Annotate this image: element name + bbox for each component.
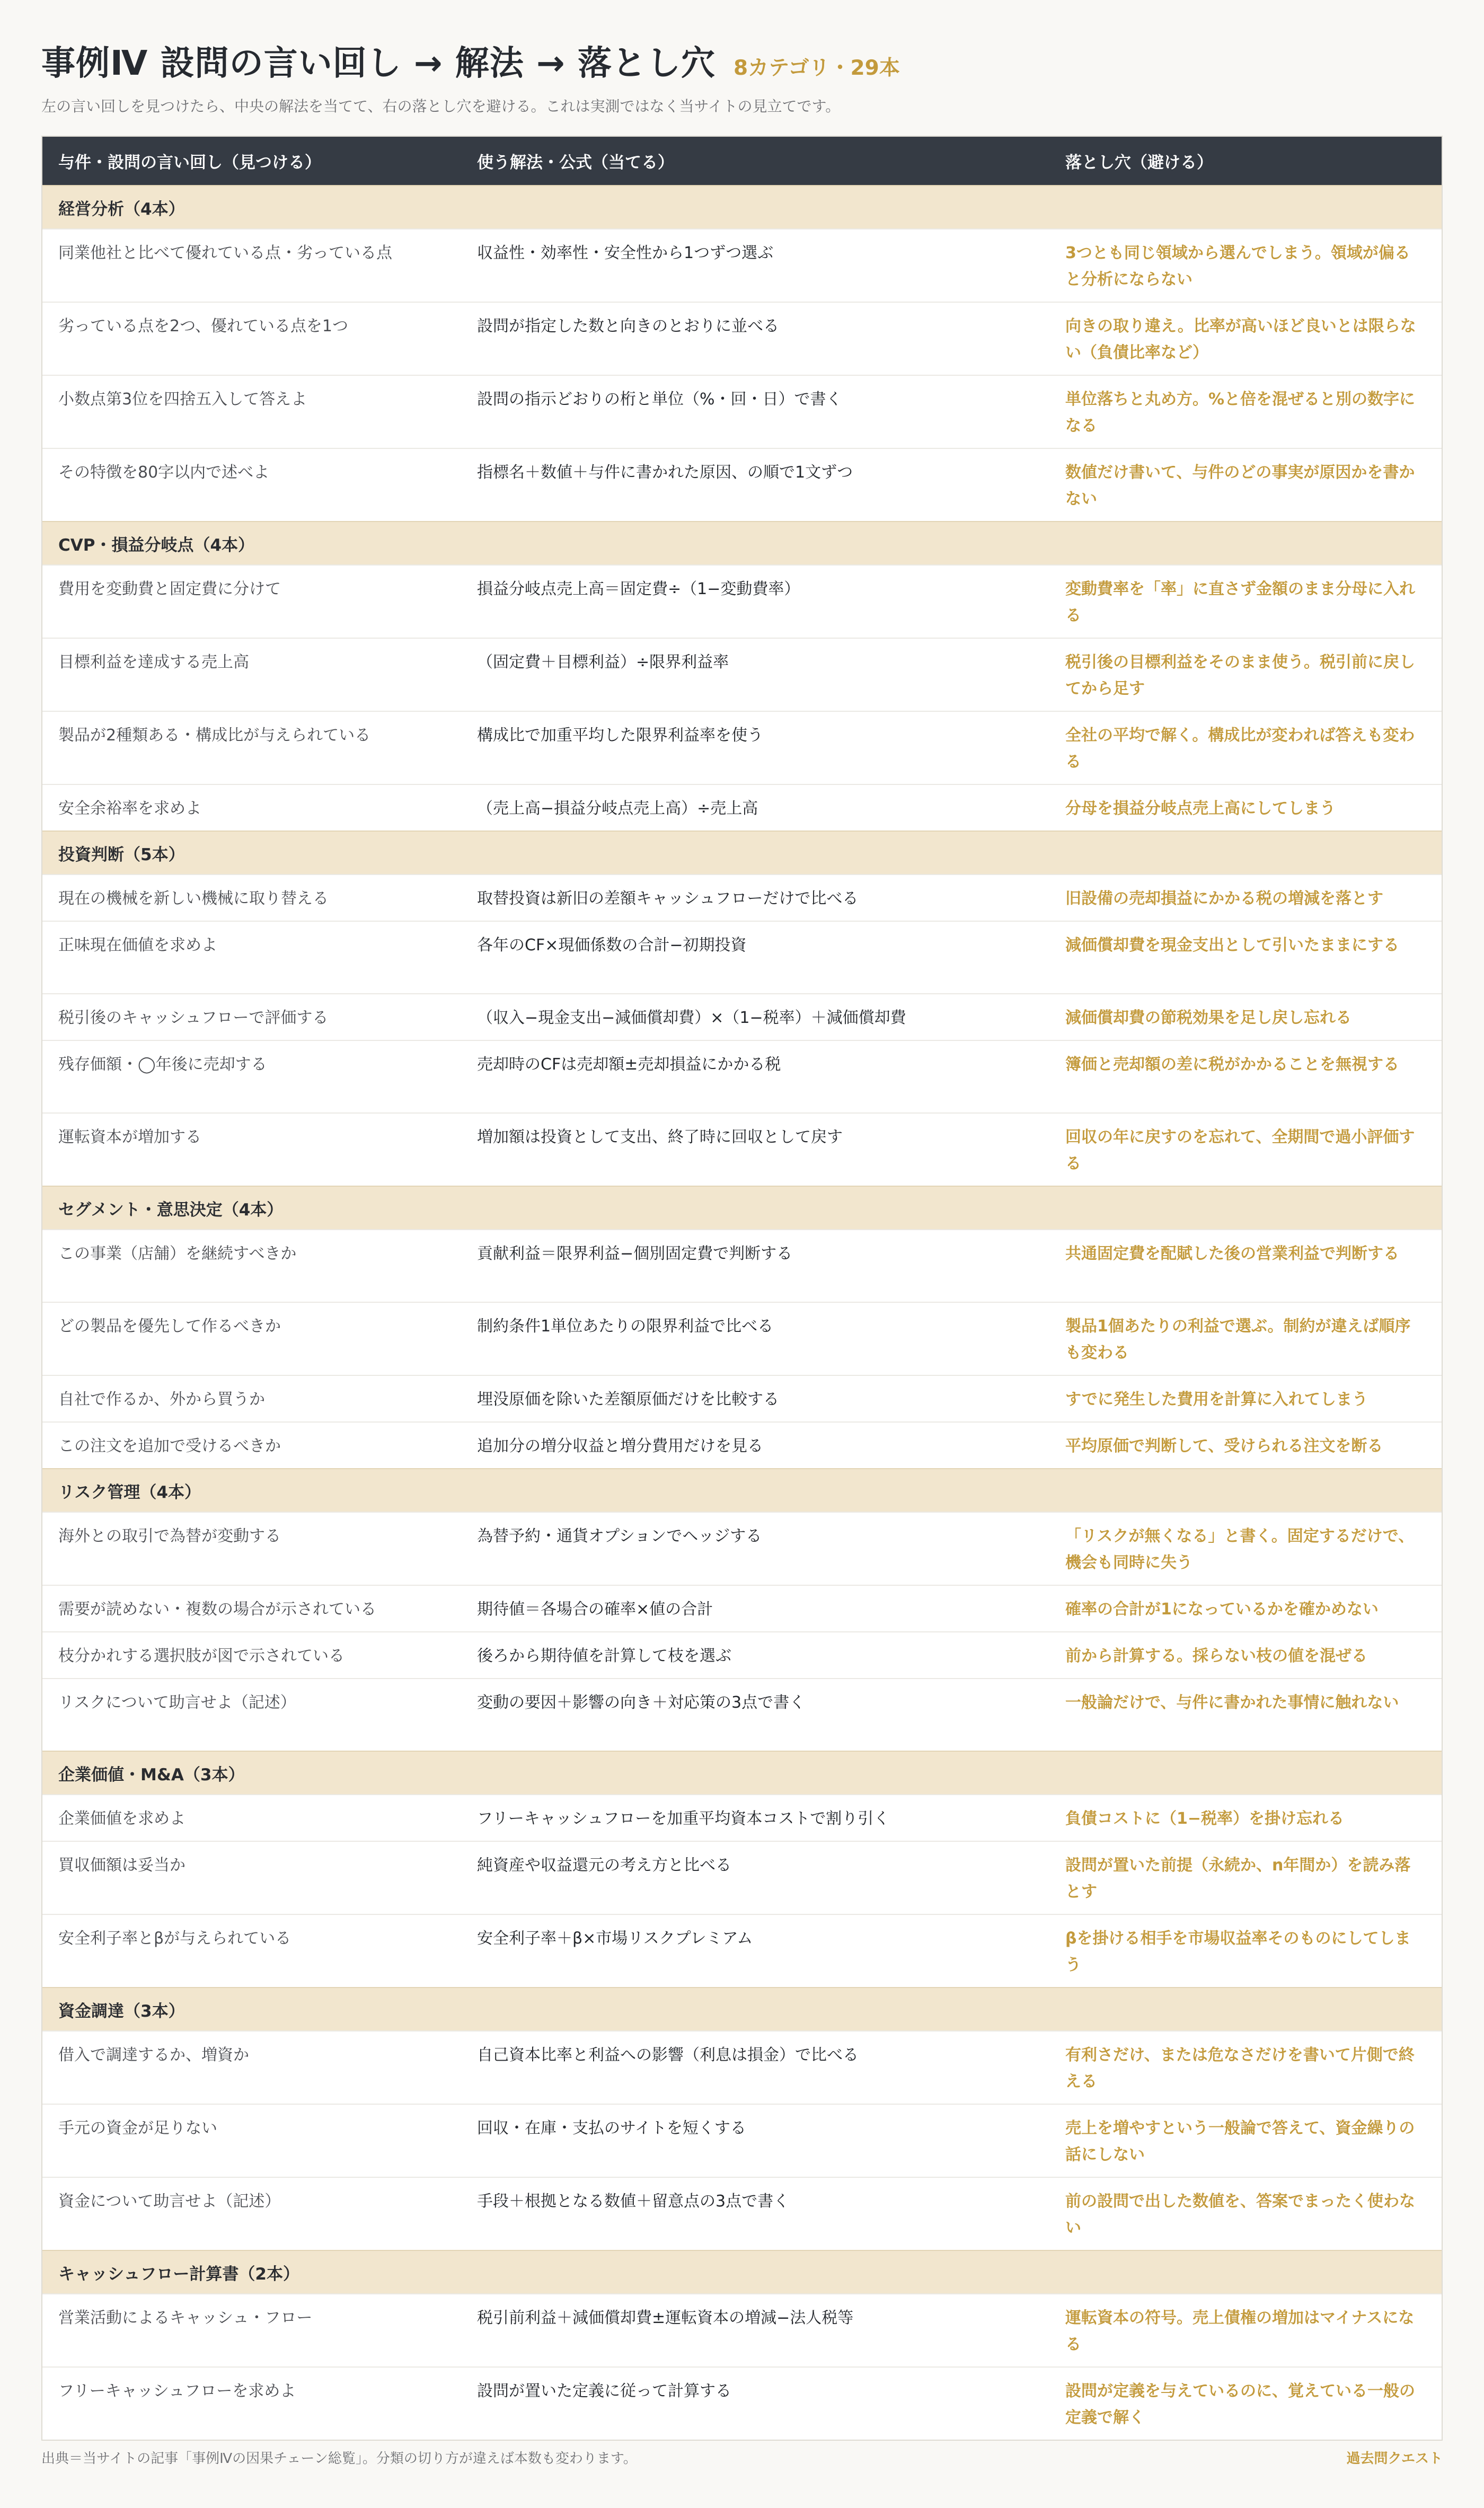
pitfall-cell: 回収の年に戻すのを忘れて、全期間で過小評価する [1049,1113,1442,1186]
table-row [42,875,1442,921]
pitfall-cell: 税引後の目標利益をそのまま使う。税引前に戻してから足す [1049,638,1442,711]
title-line [41,40,1443,87]
table-row [42,711,1442,784]
method-cell: 回収・在庫・支払のサイトを短くする [461,2104,1049,2177]
category-row [42,1751,1442,1795]
pitfall-cell: 製品1個あたりの利益で選ぶ。制約が違えば順序も変わる [1049,1302,1442,1375]
table-row [42,2104,1442,2177]
category-label: 投資判断（5本） [42,831,1442,875]
category-label: 経営分析（4本） [42,186,1442,229]
phrase-cell: 運転資本が増加する [42,1113,461,1186]
method-cell: 制約条件1単位あたりの限界利益で比べる [461,1302,1049,1375]
method-cell: 期待値＝各場合の確率×値の合計 [461,1585,1049,1632]
table-row [42,1841,1442,1914]
table-row [42,1302,1442,1375]
method-cell: （収入−現金支出−減価償却費）×（1−税率）＋減価償却費 [461,994,1049,1040]
method-cell: 手段＋根拠となる数値＋留意点の3点で書く [461,2177,1049,2250]
category-label: セグメント・意思決定（4本） [42,1186,1442,1230]
table-row [42,302,1442,375]
method-cell: 設問が指定した数と向きのとおりに並べる [461,302,1049,375]
pitfall-cell: 旧設備の売却損益にかかる税の増減を落とす [1049,875,1442,921]
phrase-cell: 安全利子率とβが与えられている [42,1914,461,1988]
category-label: キャッシュフロー計算書（2本） [42,2250,1442,2294]
table-row [42,921,1442,994]
phrase-cell: どの製品を優先して作るべきか [42,1302,461,1375]
pitfall-cell: 3つとも同じ領域から選んでしまう。領域が偏ると分析にならない [1049,229,1442,302]
table-row [42,565,1442,638]
table-row [42,1113,1442,1186]
method-cell: 設問の指示どおりの桁と単位（%・回・日）で書く [461,375,1049,448]
method-cell: 設問が置いた定義に従って計算する [461,2367,1049,2440]
pitfall-cell: 売上を増やすという一般論で答えて、資金繰りの話にしない [1049,2104,1442,2177]
method-cell: （売上高−損益分岐点売上高）÷売上高 [461,784,1049,831]
method-cell: 指標名＋数値＋与件に書かれた原因、の順で1文ずつ [461,448,1049,522]
category-row [42,831,1442,875]
pitfall-cell: 全社の平均で解く。構成比が変われば答えも変わる [1049,711,1442,784]
table-row [42,229,1442,302]
pitfall-cell: 運転資本の符号。売上債権の増加はマイナスになる [1049,2294,1442,2367]
phrase-cell: 自社で作るか、外から買うか [42,1375,461,1422]
category-label: CVP・損益分岐点（4本） [42,522,1442,565]
phrase-cell: 劣っている点を2つ、優れている点を1つ [42,302,461,375]
pitfall-cell: 「リスクが無くなる」と書く。固定するだけで、機会も同時に失う [1049,1512,1442,1585]
category-row [42,1186,1442,1230]
pitfall-cell: 前から計算する。採らない枝の値を混ぜる [1049,1632,1442,1679]
phrase-cell: 営業活動によるキャッシュ・フロー [42,2294,461,2367]
pitfall-cell: 平均原価で判断して、受けられる注文を断る [1049,1422,1442,1469]
column-header-pitfall: 落とし穴（避ける） [1049,137,1442,186]
pitfall-cell: 確率の合計が1になっているかを確かめない [1049,1585,1442,1632]
page-subtitle: 左の言い回しを見つけたら、中央の解法を当てて、右の落とし穴を避ける。これは実測ではなく当サイトの見立てです。 [41,98,841,115]
source-note: 出典＝当サイトの記事「事例Ⅳの因果チェーン総覧」。分類の切り方が違えば本数も変わります。 [41,2451,637,2467]
table-header-row [42,137,1442,186]
method-cell: 自己資本比率と利益への影響（利息は損金）で比べる [461,2031,1049,2104]
method-cell: 安全利子率＋β×市場リスクプレミアム [461,1914,1049,1988]
site-brand[interactable]: 過去問クエスト [1346,2451,1443,2467]
phrase-cell: 製品が2種類ある・構成比が与えられている [42,711,461,784]
pitfall-cell: 負債コストに（1−税率）を掛け忘れる [1049,1795,1442,1841]
method-cell: 後ろから期待値を計算して枝を選ぶ [461,1632,1049,1679]
table-row [42,1679,1442,1751]
table-row [42,1040,1442,1113]
method-cell: 売却時のCFは売却額±売却損益にかかる税 [461,1040,1049,1113]
pitfall-cell: 単位落ちと丸め方。%と倍を混ぜると別の数字になる [1049,375,1442,448]
pitfall-cell: 変動費率を「率」に直さず金額のまま分母に入れる [1049,565,1442,638]
table-row [42,2367,1442,2440]
phrase-cell: 借入で調達するか、増資か [42,2031,461,2104]
pitfall-cell: 一般論だけで、与件に書かれた事情に触れない [1049,1679,1442,1751]
method-cell: （固定費＋目標利益）÷限界利益率 [461,638,1049,711]
table-row [42,1422,1442,1469]
method-cell: 純資産や収益還元の考え方と比べる [461,1841,1049,1914]
table-row [42,448,1442,522]
column-header-method: 使う解法・公式（当てる） [461,137,1049,186]
category-label: 企業価値・M&A（3本） [42,1751,1442,1795]
table-body [42,186,1442,2440]
phrase-cell: 費用を変動費と固定費に分けて [42,565,461,638]
page-footer [41,2448,1443,2467]
pitfall-cell: 分母を損益分岐点売上高にしてしまう [1049,784,1442,831]
phrase-cell: 同業他社と比べて優れている点・劣っている点 [42,229,461,302]
pitfall-cell: 前の設問で出した数値を、答案でまったく使わない [1049,2177,1442,2250]
pitfall-cell: βを掛ける相手を市場収益率そのものにしてしまう [1049,1914,1442,1988]
table-row [42,1795,1442,1841]
phrase-cell: 買収価額は妥当か [42,1841,461,1914]
pitfall-cell: 数値だけ書いて、与件のどの事実が原因かを書かない [1049,448,1442,522]
pitfall-cell: 簿価と売却額の差に税がかかることを無視する [1049,1040,1442,1113]
phrase-cell: 安全余裕率を求めよ [42,784,461,831]
method-cell: 追加分の増分収益と増分費用だけを見る [461,1422,1049,1469]
pitfall-cell: 共通固定費を配賦した後の営業利益で判断する [1049,1230,1442,1302]
pitfall-cell: すでに発生した費用を計算に入れてしまう [1049,1375,1442,1422]
category-row [42,1469,1442,1512]
phrase-cell: 残存価額・◯年後に売却する [42,1040,461,1113]
category-row [42,1988,1442,2031]
phrase-cell: 正味現在価値を求めよ [42,921,461,994]
phrase-cell: 枝分かれする選択肢が図で示されている [42,1632,461,1679]
table-row [42,638,1442,711]
table-row [42,375,1442,448]
page-title: 事例Ⅳ 設問の言い回し → 解法 → 落とし穴 [41,44,716,83]
phrase-cell: その特徴を80字以内で述べよ [42,448,461,522]
table-container [41,136,1443,2441]
table-row [42,1914,1442,1988]
table-header [42,137,1442,186]
table-row [42,2031,1442,2104]
phrase-method-pitfall-table [42,137,1442,2440]
pitfall-cell: 設問が置いた前提（永続か、n年間か）を読み落とす [1049,1841,1442,1914]
method-cell: 変動の要因＋影響の向き＋対応策の3点で書く [461,1679,1049,1751]
category-row [42,2250,1442,2294]
pitfall-cell: 設問が定義を与えているのに、覚えている一般の定義で解く [1049,2367,1442,2440]
table-row [42,2294,1442,2367]
table-row [42,1512,1442,1585]
category-label: 資金調達（3本） [42,1988,1442,2031]
method-cell: 収益性・効率性・安全性から1つずつ選ぶ [461,229,1049,302]
method-cell: 損益分岐点売上高＝固定費÷（1−変動費率） [461,565,1049,638]
table-row [42,1585,1442,1632]
phrase-cell: 目標利益を達成する売上高 [42,638,461,711]
pitfall-cell: 減価償却費の節税効果を足し戻し忘れる [1049,994,1442,1040]
method-cell: 埋没原価を除いた差額原価だけを比較する [461,1375,1049,1422]
method-cell: 各年のCF×現価係数の合計−初期投資 [461,921,1049,994]
phrase-cell: 需要が読めない・複数の場合が示されている [42,1585,461,1632]
phrase-cell: 海外との取引で為替が変動する [42,1512,461,1585]
phrase-cell: 企業価値を求めよ [42,1795,461,1841]
count-badge: 8カテゴリ・29本 [733,56,900,80]
method-cell: 為替予約・通貨オプションでヘッジする [461,1512,1049,1585]
phrase-cell: 小数点第3位を四捨五入して答えよ [42,375,461,448]
method-cell: 増加額は投資として支出、終了時に回収として戻す [461,1113,1049,1186]
column-header-phrase: 与件・設問の言い回し（見つける） [42,137,461,186]
table-row [42,1375,1442,1422]
method-cell: 取替投資は新旧の差額キャッシュフローだけで比べる [461,875,1049,921]
phrase-cell: 資金について助言せよ（記述） [42,2177,461,2250]
phrase-cell: フリーキャッシュフローを求めよ [42,2367,461,2440]
table-row [42,784,1442,831]
page-header [41,0,1443,120]
category-row [42,186,1442,229]
pitfall-cell: 減価償却費を現金支出として引いたままにする [1049,921,1442,994]
phrase-cell: この事業（店舗）を継続すべきか [42,1230,461,1302]
method-cell: 構成比で加重平均した限界利益率を使う [461,711,1049,784]
phrase-cell: 手元の資金が足りない [42,2104,461,2177]
phrase-cell: リスクについて助言せよ（記述） [42,1679,461,1751]
method-cell: 貢献利益＝限界利益−個別固定費で判断する [461,1230,1049,1302]
table-row [42,994,1442,1040]
phrase-cell: この注文を追加で受けるべきか [42,1422,461,1469]
pitfall-cell: 向きの取り違え。比率が高いほど良いとは限らない（負債比率など） [1049,302,1442,375]
phrase-cell: 税引後のキャッシュフローで評価する [42,994,461,1040]
table-row [42,1632,1442,1679]
table-row [42,1230,1442,1302]
pitfall-cell: 有利さだけ、または危なさだけを書いて片側で終える [1049,2031,1442,2104]
phrase-cell: 現在の機械を新しい機械に取り替える [42,875,461,921]
method-cell: 税引前利益＋減価償却費±運転資本の増減−法人税等 [461,2294,1049,2367]
method-cell: フリーキャッシュフローを加重平均資本コストで割り引く [461,1795,1049,1841]
category-row [42,522,1442,565]
table-row [42,2177,1442,2250]
category-label: リスク管理（4本） [42,1469,1442,1512]
